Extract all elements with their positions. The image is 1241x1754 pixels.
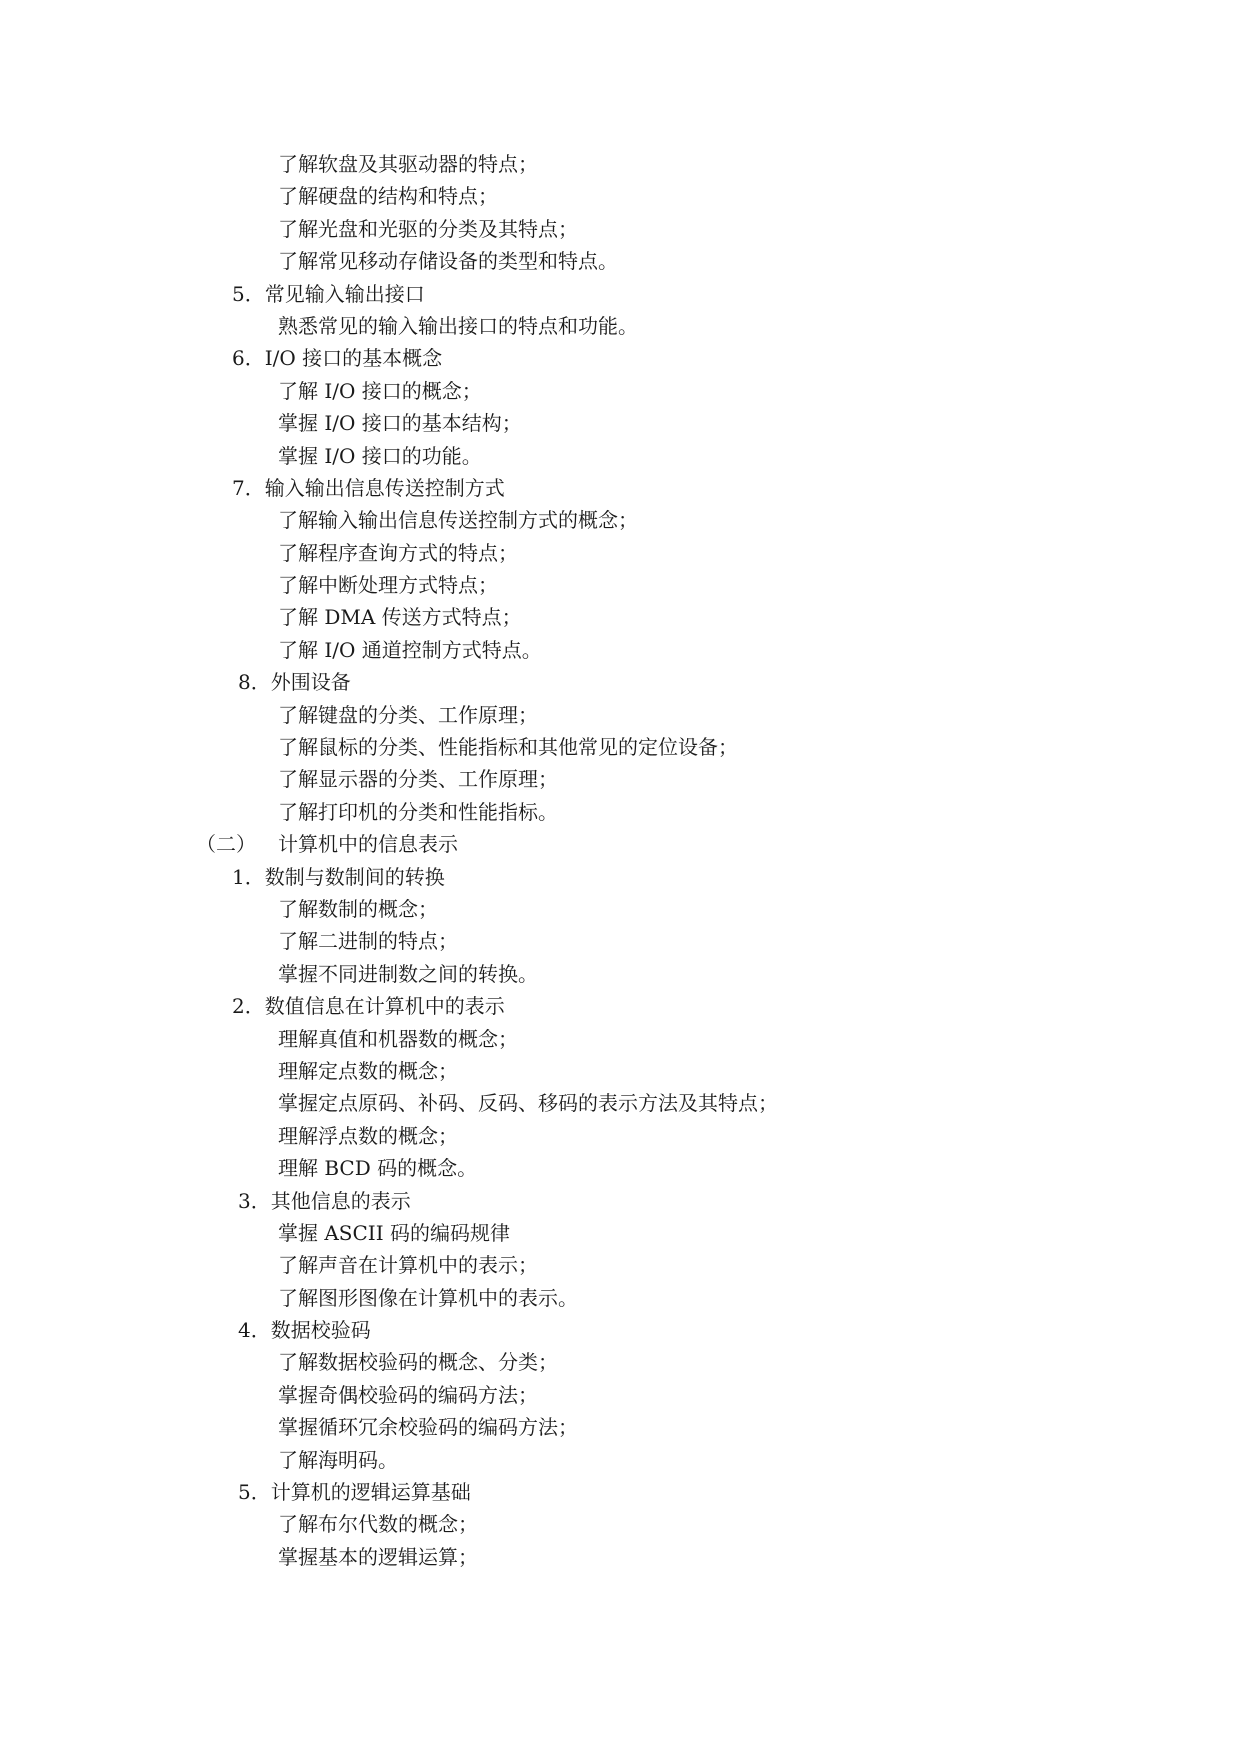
text-line: 理解 BCD 码的概念。 xyxy=(278,1156,478,1181)
text-line: 理解浮点数的概念； xyxy=(278,1123,458,1148)
text-line: 了解键盘的分类、工作原理； xyxy=(278,702,538,727)
text-line: 了解海明码。 xyxy=(278,1447,398,1472)
text-line: 掌握 ASCII 码的编码规律 xyxy=(278,1220,510,1245)
text-line: 了解光盘和光驱的分类及其特点； xyxy=(278,216,578,241)
item-number: 5． xyxy=(232,281,265,306)
text-line: 掌握不同进制数之间的转换。 xyxy=(278,961,538,986)
text-line: 了解 I/O 接口的概念； xyxy=(278,378,482,403)
item-number: 4． xyxy=(238,1318,271,1343)
text-line: 了解布尔代数的概念； xyxy=(278,1512,478,1537)
item-number: 5． xyxy=(238,1480,271,1505)
item-number: 6． xyxy=(232,346,265,371)
section-number: （二） xyxy=(196,832,256,857)
text-line: 了解硬盘的结构和特点； xyxy=(278,184,498,209)
numbered-item xyxy=(0,342,1241,374)
text-line: 了解 I/O 通道控制方式特点。 xyxy=(278,637,542,662)
item-title: 其他信息的表示 xyxy=(270,1188,411,1213)
text-line: 了解常见移动存储设备的类型和特点。 xyxy=(278,249,618,274)
text-line: 掌握基本的逻辑运算； xyxy=(278,1544,478,1569)
text-line: 熟悉常见的输入输出接口的特点和功能。 xyxy=(278,313,638,338)
text-line: 掌握定点原码、补码、反码、移码的表示方法及其特点； xyxy=(278,1091,778,1116)
section-title: 计算机中的信息表示 xyxy=(278,832,458,857)
document-page xyxy=(0,148,1241,1573)
item-number: 7． xyxy=(232,475,265,500)
text-line: 了解声音在计算机中的表示； xyxy=(278,1253,538,1278)
text-line: 理解真值和机器数的概念； xyxy=(278,1026,518,1051)
numbered-item xyxy=(0,861,1241,893)
text-line: 了解软盘及其驱动器的特点； xyxy=(278,152,538,176)
numbered-item xyxy=(0,472,1241,504)
text-line: 了解数据校验码的概念、分类； xyxy=(278,1350,558,1375)
item-title: I/O 接口的基本概念 xyxy=(264,346,443,371)
text-line: 了解程序查询方式的特点； xyxy=(278,540,518,565)
item-title: 数值信息在计算机中的表示 xyxy=(264,994,505,1019)
text-line: 掌握循环冗余校验码的编码方法； xyxy=(278,1415,578,1440)
numbered-item xyxy=(0,990,1241,1022)
item-title: 数据校验码 xyxy=(270,1318,371,1343)
numbered-item xyxy=(0,666,1241,698)
text-line: 了解打印机的分类和性能指标。 xyxy=(278,799,558,824)
numbered-item xyxy=(0,1185,1241,1217)
text-line: 了解数制的概念； xyxy=(278,896,438,921)
item-title: 计算机的逻辑运算基础 xyxy=(270,1480,471,1505)
text-line: 了解二进制的特点； xyxy=(278,929,458,954)
item-number: 2． xyxy=(232,994,265,1019)
item-title: 输入输出信息传送控制方式 xyxy=(264,475,505,500)
item-title: 外围设备 xyxy=(270,670,351,695)
text-line: 了解显示器的分类、工作原理； xyxy=(278,767,558,792)
item-number: 8． xyxy=(238,670,271,695)
text-line: 了解 DMA 传送方式特点； xyxy=(278,605,522,630)
text-line: 了解输入输出信息传送控制方式的概念； xyxy=(278,508,638,533)
numbered-item xyxy=(0,278,1241,310)
text-line: 掌握奇偶校验码的编码方法； xyxy=(278,1382,538,1407)
item-title: 数制与数制间的转换 xyxy=(264,864,445,889)
numbered-item xyxy=(0,1476,1241,1508)
numbered-item xyxy=(0,1314,1241,1346)
text-line: 了解鼠标的分类、性能指标和其他常见的定位设备； xyxy=(278,735,738,760)
item-title: 常见输入输出接口 xyxy=(264,281,425,306)
text-line: 理解定点数的概念； xyxy=(278,1058,458,1083)
item-number: 3． xyxy=(238,1188,271,1213)
text-line: 掌握 I/O 接口的功能。 xyxy=(278,443,482,468)
text-line: 掌握 I/O 接口的基本结构； xyxy=(278,411,522,436)
text-line: 了解图形图像在计算机中的表示。 xyxy=(278,1285,578,1310)
item-number: 1． xyxy=(232,864,265,889)
text-line: 了解中断处理方式特点； xyxy=(278,573,498,598)
section-heading xyxy=(0,828,1241,860)
